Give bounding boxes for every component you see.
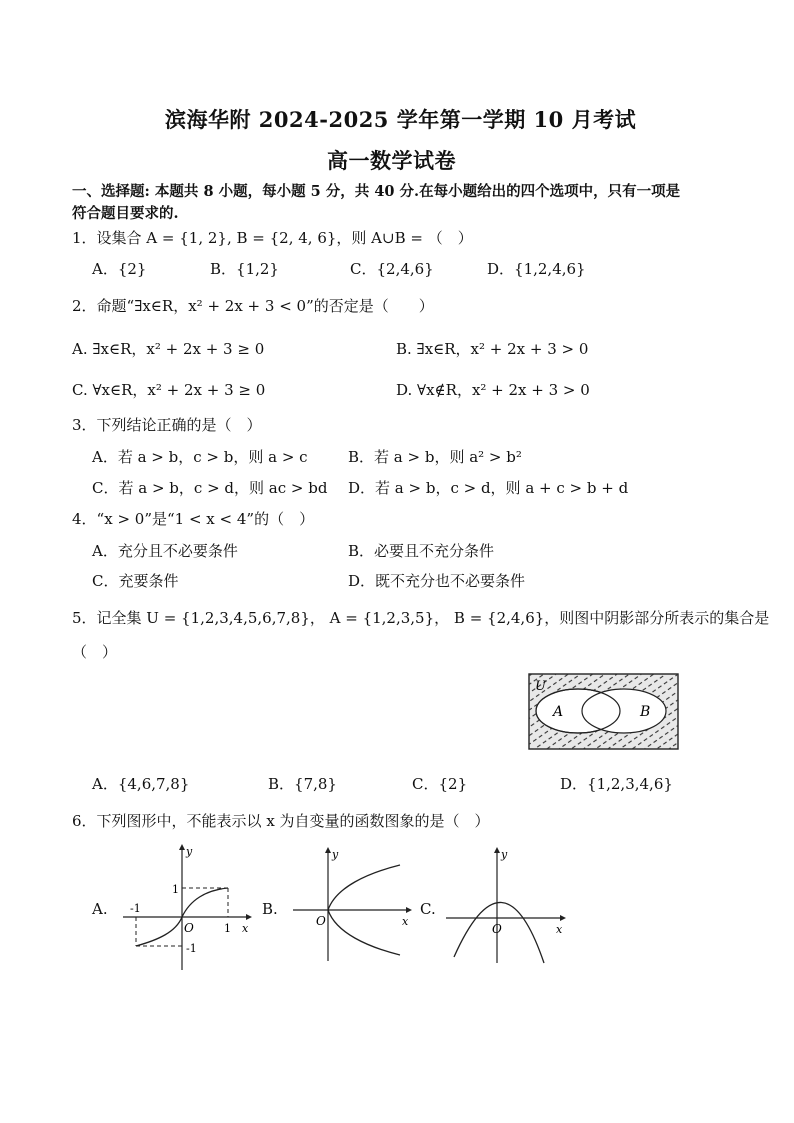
q3-option-d: D．若 a > b，c > d，则 a + c > b + d (348, 479, 629, 497)
venn-diagram (528, 673, 680, 751)
graph-b (288, 845, 418, 965)
q2-option-a: A. ∃x∈R，x² + 2x + 3 ≥ 0 (72, 340, 265, 358)
x-axis-label: x (556, 923, 563, 936)
q4-option-d: D．既不充分也不必要条件 (348, 572, 526, 590)
question-6-stem: 6．下列图形中，不能表示以 x 为自变量的函数图象的是（ ） (72, 812, 490, 830)
question-4-stem: 4．“x > 0”是“1 < x < 4”的（ ） (72, 510, 315, 528)
q4-option-c: C．充要条件 (92, 572, 179, 590)
q2-option-c: C. ∀x∈R，x² + 2x + 3 ≥ 0 (72, 381, 266, 399)
section-heading: 一、选择题: 本题共 8 小题，每小题 5 分，共 40 分.在每小题给出的四个选项中，只有一项是 (72, 183, 681, 200)
set-b-ellipse (582, 689, 666, 733)
origin-label: O (492, 922, 502, 936)
q3-option-b: B．若 a > b，则 a² > b² (348, 448, 522, 466)
question-5-stem: 5．记全集 U = {1,2,3,4,5,6,7,8}， A = {1,2,3,5}， B = {2,4,6}，则图中阴影部分所表示的集合是 (72, 609, 770, 627)
tick-neg1-y: -1 (186, 942, 197, 955)
q5-option-d: D．{1,2,3,4,6} (560, 775, 673, 793)
q2-option-b: B. ∃x∈R，x² + 2x + 3 > 0 (396, 340, 589, 358)
exam-title: 滨海华附 2024-2025 学年第一学期 10 月考试 (165, 107, 637, 132)
set-a-label: A (553, 704, 564, 720)
question-5-stem-cont: （ ） (72, 643, 118, 661)
set-b-label: B (640, 704, 651, 720)
set-u-label: U (535, 679, 546, 694)
y-axis-label: y (332, 848, 339, 861)
q4-option-a: A．充分且不必要条件 (92, 542, 238, 560)
q2-option-d: D. ∀x∉R，x² + 2x + 3 > 0 (396, 381, 590, 399)
q1-option-a: A．{2} (92, 260, 147, 278)
x-axis-label: x (242, 922, 249, 935)
q5-option-c: C．{2} (412, 775, 468, 793)
q3-option-a: A．若 a > b，c > b，则 a > c (92, 448, 308, 466)
q1-option-b: B．{1,2} (210, 260, 279, 278)
y-axis-label: y (186, 845, 193, 858)
origin-label: O (184, 921, 194, 935)
exam-subtitle: 高一数学试卷 (327, 148, 456, 173)
origin-label: O (316, 914, 326, 928)
question-1-stem: 1．设集合 A = {1, 2}, B = {2, 4, 6}，则 A∪B = （ ） (72, 229, 473, 247)
q4-option-b: B．必要且不充分条件 (348, 542, 495, 560)
graph-a (118, 842, 258, 972)
q6-label-a: A. (92, 900, 108, 918)
y-axis-label: y (501, 848, 508, 861)
tick-1-y: 1 (172, 883, 179, 896)
q6-label-b: B. (262, 900, 278, 918)
q3-option-c: C．若 a > b，c > d，则 ac > bd (92, 479, 328, 497)
question-3-stem: 3．下列结论正确的是（ ） (72, 416, 262, 434)
section-heading-cont: 符合题目要求的. (72, 205, 179, 222)
tick-1-x: 1 (224, 922, 231, 935)
question-2-stem: 2．命题“∃x∈R，x² + 2x + 3 < 0”的否定是（ ） (72, 297, 434, 315)
graph-c (444, 845, 574, 965)
q6-label-c: C. (420, 900, 436, 918)
tick-neg1-x: -1 (130, 902, 141, 915)
q1-option-c: C．{2,4,6} (350, 260, 434, 278)
q1-option-d: D．{1,2,4,6} (487, 260, 586, 278)
q5-option-a: A．{4,6,7,8} (92, 775, 190, 793)
x-axis-label: x (402, 915, 409, 928)
q5-option-b: B．{7,8} (268, 775, 337, 793)
